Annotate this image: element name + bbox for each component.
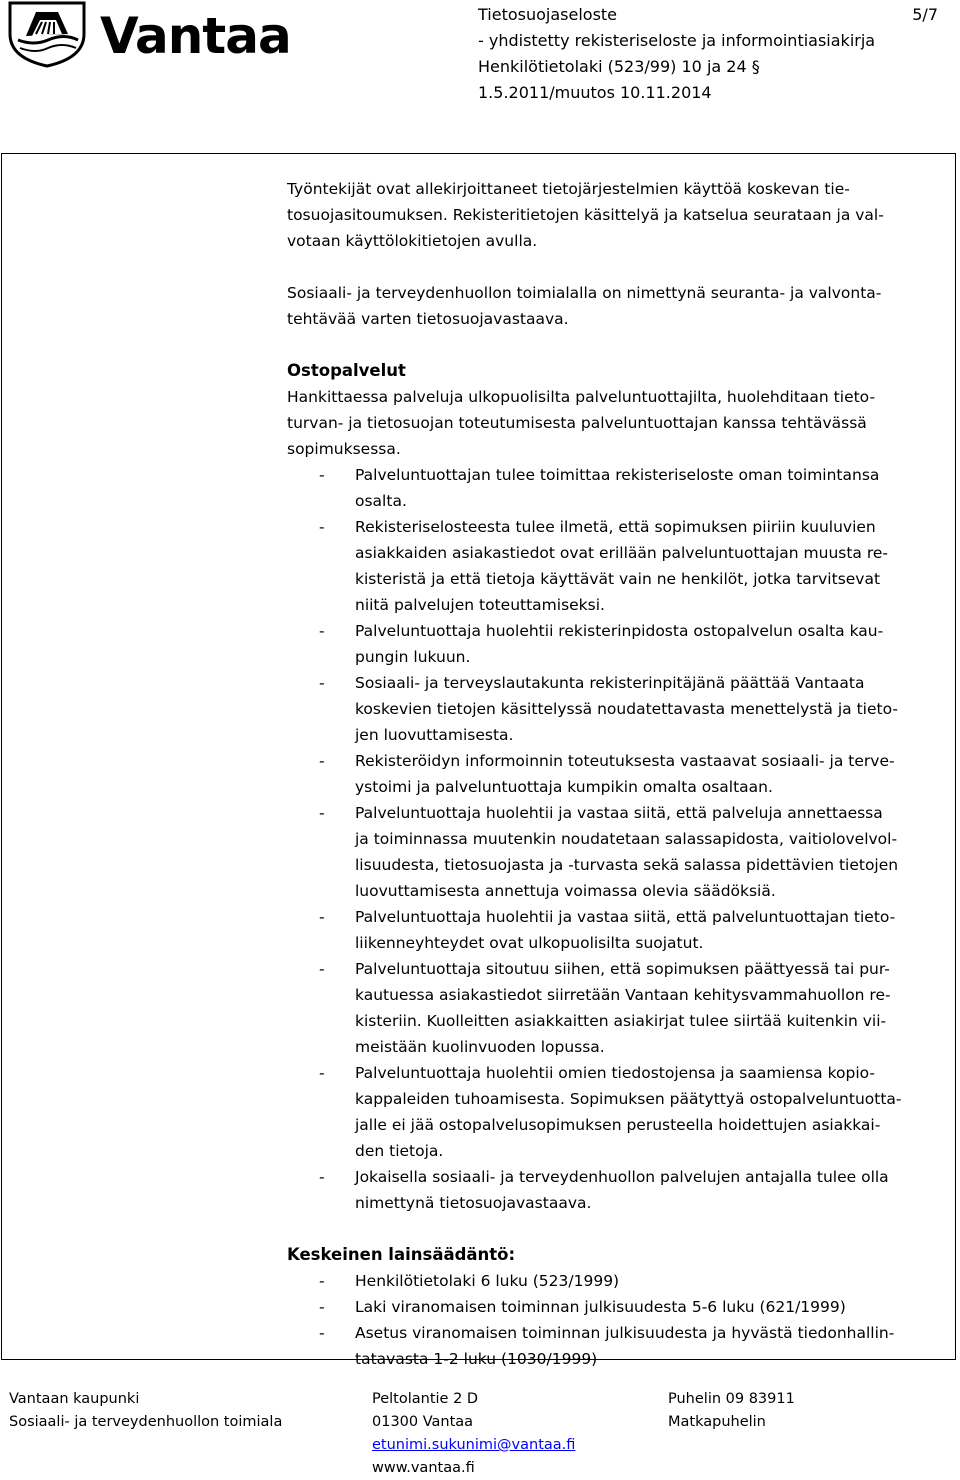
list-item-line: osalta. xyxy=(355,492,407,510)
legislation-heading: Keskeinen lainsäädäntö: xyxy=(287,1245,516,1264)
ostopalvelut-paragraph xyxy=(287,384,947,462)
list-item-line: kisteriin. Kuolleitten asiakkaitten asiakirjat tulee siirtää kuitenkin vii- xyxy=(355,1012,887,1030)
header-line: 1.5.2011/muutos 10.11.2014 xyxy=(478,83,712,102)
text-line: Hankittaessa palveluja ulkopuolisilta palveluntuottajilta, huolehditaan tieto- xyxy=(287,388,876,406)
list-item-line: Laki viranomaisen toiminnan julkisuudesta 5-6 luku (621/1999) xyxy=(355,1298,846,1316)
list-item-line: Palveluntuottaja huolehtii ja vastaa siitä, että palveluntuottajan tieto- xyxy=(355,908,896,926)
list-item-line: nimettynä tietosuojavastaava. xyxy=(355,1194,592,1212)
intro-paragraph xyxy=(287,176,947,254)
list-item-line: Palveluntuottaja huolehtii ja vastaa siitä, että palveluja annettaessa xyxy=(355,804,883,822)
footer-address xyxy=(372,1388,575,1480)
list-item-line: Palveluntuottaja huolehtii omien tiedostojensa ja saamiensa kopio- xyxy=(355,1064,876,1082)
list-item-line: Asetus viranomaisen toiminnan julkisuudesta ja hyvästä tiedonhallin- xyxy=(355,1324,895,1342)
page-number: 5/7 xyxy=(912,5,938,24)
section-heading: Ostopalvelut xyxy=(287,361,406,380)
email-link[interactable]: etunimi.sukunimi@vantaa.fi xyxy=(372,1437,576,1453)
ostopalvelut-list xyxy=(287,462,947,1216)
list-item xyxy=(287,904,947,956)
list-item xyxy=(287,1060,947,1164)
footer-line: Vantaan kaupunki xyxy=(9,1391,140,1407)
list-item xyxy=(287,670,947,748)
list-item-line: kautuessa asiakastiedot siirretään Vantaan kehitysvammahuollon re- xyxy=(355,986,891,1004)
footer-line: Peltolantie 2 D xyxy=(372,1391,479,1407)
vantaa-wordmark: Vantaa xyxy=(100,7,291,65)
list-item-line: den tietoja. xyxy=(355,1142,444,1160)
list-item-line: Palveluntuottajan tulee toimittaa rekisteriseloste oman toimintansa xyxy=(355,466,880,484)
list-dash: - xyxy=(319,1168,325,1186)
list-item-line: tatavasta 1-2 luku (1030/1999) xyxy=(355,1350,598,1368)
list-item xyxy=(287,748,947,800)
text-line: sopimuksessa. xyxy=(287,440,401,458)
list-dash: - xyxy=(319,752,325,770)
list-item-line: Rekisteröidyn informoinnin toteutuksesta vastaavat sosiaali- ja terve- xyxy=(355,752,895,770)
text-line: Sosiaali- ja terveydenhuollon toimialalla on nimettynä seuranta- ja valvonta- xyxy=(287,284,882,302)
list-item-line: jalle ei jää ostopalvelusopimuksen perusteella hoidettujen asiakkai- xyxy=(355,1116,881,1134)
list-item xyxy=(287,1164,947,1216)
list-item xyxy=(287,1320,947,1372)
vantaa-crest-icon xyxy=(6,0,88,68)
header-line: Henkilötietolaki (523/99) 10 ja 24 § xyxy=(478,57,760,76)
text-line: Työntekijät ovat allekirjoittaneet tietojärjestelmien käyttöä koskevan tie- xyxy=(287,180,850,198)
supervision-paragraph xyxy=(287,280,947,332)
list-item-line: luovuttamisesta annettuja voimassa olevia säädöksiä. xyxy=(355,882,776,900)
footer-phone xyxy=(668,1388,795,1434)
list-item-line: ystoimi ja palveluntuottaja kumpikin omalta osaltaan. xyxy=(355,778,773,796)
list-dash: - xyxy=(319,1064,325,1082)
list-item-line: jen luovuttamisesta. xyxy=(355,726,514,744)
text-line: votaan käyttölokitietojen avulla. xyxy=(287,232,538,250)
list-item xyxy=(287,514,947,618)
list-dash: - xyxy=(319,674,325,692)
list-item xyxy=(287,800,947,904)
list-item-line: koskevien tietojen käsittelyssä noudatettavasta menettelystä ja tieto- xyxy=(355,700,898,718)
footer-organization xyxy=(9,1388,282,1434)
list-item xyxy=(287,956,947,1060)
list-item xyxy=(287,1294,947,1320)
list-item xyxy=(287,462,947,514)
vantaa-logo xyxy=(6,0,290,70)
list-dash: - xyxy=(319,1298,325,1316)
list-dash: - xyxy=(319,466,325,484)
footer-line: Puhelin 09 83911 xyxy=(668,1391,795,1407)
list-dash: - xyxy=(319,960,325,978)
list-dash: - xyxy=(319,804,325,822)
header-line: - yhdistetty rekisteriseloste ja informointiasiakirja xyxy=(478,31,876,50)
text-line: turvan- ja tietosuojan toteutumisesta palveluntuottajan kanssa tehtävässä xyxy=(287,414,867,432)
list-item-line: asiakkaiden asiakastiedot ovat erillään palveluntuottajan muusta re- xyxy=(355,544,889,562)
document-header xyxy=(478,2,948,106)
list-item-line: Palveluntuottaja huolehtii rekisterinpidosta ostopalvelun osalta kau- xyxy=(355,622,884,640)
list-item-line: kappaleiden tuhoamisesta. Sopimuksen päätyttyä ostopalveluntuotta- xyxy=(355,1090,902,1108)
list-item-line: Palveluntuottaja sitoutuu siihen, että sopimuksen päättyessä tai pur- xyxy=(355,960,890,978)
text-line: tehtävää varten tietosuojavastaava. xyxy=(287,310,569,328)
footer-line: 01300 Vantaa xyxy=(372,1414,474,1430)
list-item-line: Jokaisella sosiaali- ja terveydenhuollon palvelujen antajalla tulee olla xyxy=(355,1168,889,1186)
footer-line: Sosiaali- ja terveydenhuollon toimiala xyxy=(9,1414,283,1430)
list-item-line: kisteristä ja että tietoja käyttävät vain ne henkilöt, jotka tarvitsevat xyxy=(355,570,881,588)
list-item-line: Henkilötietolaki 6 luku (523/1999) xyxy=(355,1272,620,1290)
list-item-line: Sosiaali- ja terveyslautakunta rekisterinpitäjänä päättää Vantaata xyxy=(355,674,865,692)
list-item-line: Rekisteriselosteesta tulee ilmetä, että sopimuksen piiriin kuuluvien xyxy=(355,518,876,536)
list-item-line: ja toiminnassa muutenkin noudatetaan salassapidosta, vaitiolovelvol- xyxy=(355,830,898,848)
list-item-line: lisuudesta, tietosuojasta ja -turvasta sekä salassa pidettävien tietojen xyxy=(355,856,899,874)
text-line: tosuojasitoumuksen. Rekisteritietojen käsittelyä ja katselua seurataan ja val- xyxy=(287,206,884,224)
list-dash: - xyxy=(319,622,325,640)
website-text: www.vantaa.fi xyxy=(372,1460,475,1476)
list-item xyxy=(287,1268,947,1294)
list-dash: - xyxy=(319,1324,325,1342)
list-item xyxy=(287,618,947,670)
list-item-line: pungin lukuun. xyxy=(355,648,471,666)
list-dash: - xyxy=(319,518,325,536)
list-item-line: liikenneyhteydet ovat ulkopuolisilta suojatut. xyxy=(355,934,704,952)
list-item-line: meistään kuolinvuoden lopussa. xyxy=(355,1038,605,1056)
footer-line: Matkapuhelin xyxy=(668,1414,766,1430)
list-dash: - xyxy=(319,1272,325,1290)
main-content xyxy=(287,176,947,1372)
list-dash: - xyxy=(319,908,325,926)
header-line: Tietosuojaseloste xyxy=(478,5,618,24)
legislation-list xyxy=(287,1268,947,1372)
list-item-line: niitä palvelujen toteuttamiseksi. xyxy=(355,596,605,614)
